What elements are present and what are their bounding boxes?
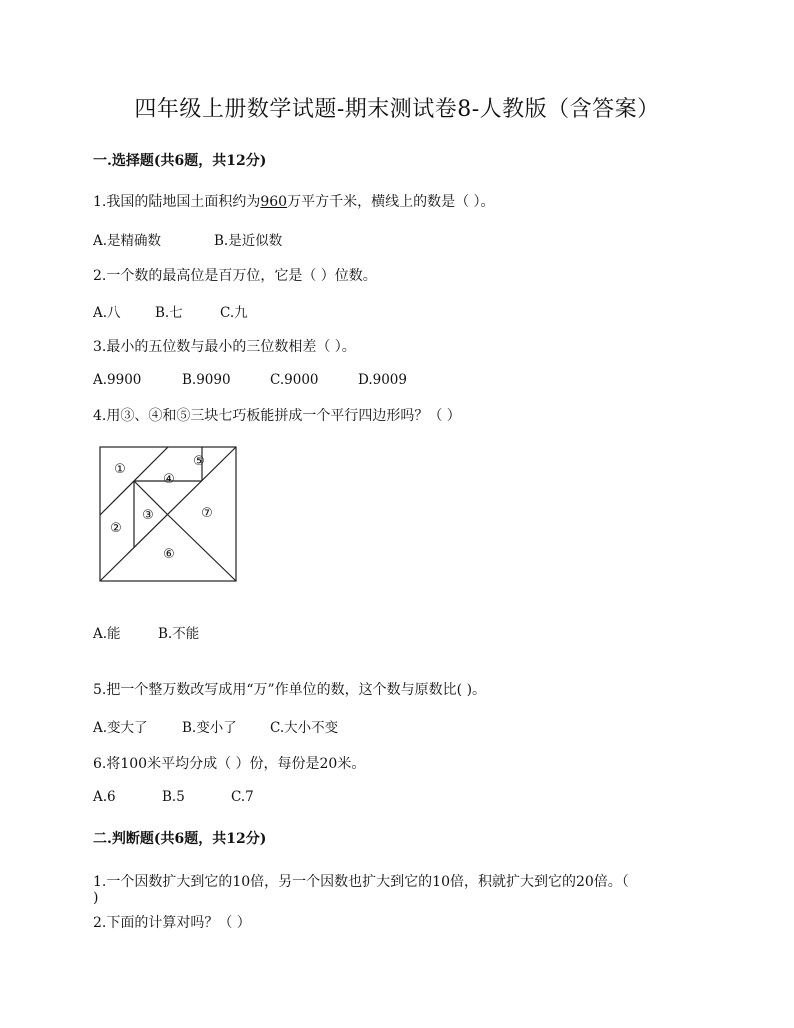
judgment-2-stem: 2.下面的计算对吗？（ ）	[93, 915, 251, 931]
question-5-stem: 5.把一个整万数改写成用“万”作单位的数，这个数与原数比( )。	[93, 682, 487, 698]
question-3-stem: 3.最小的五位数与最小的三位数相差（ ）。	[93, 339, 356, 355]
tangram-line	[168, 515, 236, 581]
tangram-label-6: ⑥	[163, 547, 175, 562]
judgment-1-stem-line1: 1.一个因数扩大到它的10倍，另一个因数也扩大到它的10倍，积就扩大到它的20倍。（	[93, 874, 629, 890]
tangram-label-3: ③	[142, 508, 154, 523]
section-heading-choice: 一.选择题(共6题，共12分)	[93, 153, 267, 169]
question-1-stem-before: 1.我国的陆地国土面积约为	[93, 194, 261, 210]
question-2-option-b: B.七	[155, 305, 183, 321]
question-5-option-a: A.变大了	[93, 720, 148, 736]
question-1-stem	[93, 191, 495, 211]
tangram-label-5: ⑤	[193, 454, 205, 469]
tangram-label-4: ④	[163, 472, 175, 487]
tangram-label-2: ②	[110, 521, 122, 536]
judgment-1-stem-line2: )	[93, 890, 99, 906]
question-4-option-a: A.能	[93, 626, 121, 642]
question-5-option-b: B.变小了	[182, 720, 237, 736]
question-5-option-c: C.大小不变	[270, 720, 339, 736]
question-1-option-b: B.是近似数	[214, 233, 283, 249]
question-6-option-a: A.6	[93, 789, 116, 805]
section-heading-judgment: 二.判断题(共6题，共12分)	[93, 831, 267, 847]
question-2-option-a: A.八	[93, 305, 121, 321]
tangram-label-1: ①	[114, 462, 126, 477]
question-4-option-b: B.不能	[158, 626, 200, 642]
question-3-option-a: A.9900	[93, 372, 142, 388]
question-1-option-a: A.是精确数	[93, 233, 162, 249]
question-6-option-c: C.7	[231, 789, 254, 805]
page-title: 四年级上册数学试题-期末测试卷8-人教版（含答案）	[134, 97, 660, 122]
question-6-stem: 6.将100米平均分成（ ）份，每份是20米。	[93, 756, 366, 772]
question-1-underlined-number: 960	[260, 194, 288, 210]
tangram-figure	[95, 443, 241, 585]
question-3-option-d: D.9009	[358, 372, 407, 388]
question-6-option-b: B.5	[162, 789, 185, 805]
question-4-stem: 4.用③、④和⑤三块七巧板能拼成一个平行四边形吗？（ ）	[93, 408, 461, 424]
question-3-option-b: B.9090	[182, 372, 231, 388]
question-3-option-c: C.9000	[270, 372, 319, 388]
question-1-stem-after: 万平方千米，横线上的数是（ ）。	[287, 194, 495, 210]
question-2-option-c: C.九	[220, 305, 248, 321]
question-2-stem: 2.一个数的最高位是百万位，它是（ ）位数。	[93, 268, 377, 284]
tangram-label-7: ⑦	[201, 506, 213, 521]
